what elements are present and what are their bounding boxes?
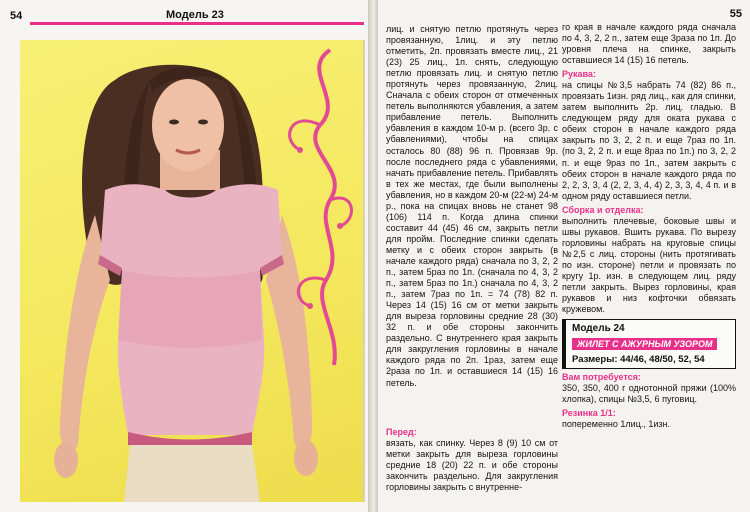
- model-title: Модель 23: [166, 9, 224, 21]
- materials-heading: Вам потребуется:: [562, 372, 641, 383]
- left-page: [0, 0, 372, 512]
- materials-section: [562, 372, 736, 430]
- page-number-right: 55: [729, 8, 742, 20]
- page-number-left: 54: [10, 10, 23, 22]
- right-page: [378, 0, 750, 512]
- sleeves-instructions: на спицы №3,5 набрать 74 (82) 86 п., провязать 1изн. ряд лиц., как для спинки, затем выполнить 2р. лиц. гладью. В следующем ряду для оката рукава с обеих сторон в начале каждого ряда закрыть по 3, 2, 2 п. и еще 7раз по 1п. (по 3, 2, 2 п. и еще 8раз по 1п.) по 3, 2, 2 п. и еще 9раз по 1п., затем закрыть с обеих сторон в начале каждого ряда по 2, 2, 3, 3, 4 (2, 2, 3, 4, 4) 2, 3, 3, 4, 4 п. и в одном ряду оставшиеся петли.: [562, 80, 736, 201]
- rib-text: попеременно 1лиц., 1изн.: [562, 419, 670, 430]
- back-instructions: лиц. и снятую петлю протянуть через провязанную, 1лиц. и эту петлю отметить, 2п. провязать вместе лиц., 21 (23) 25 лиц., 1п. снять, следующую петлю провязать лиц. и снятую петлю протянуть через провязанную, 2лиц. Сначала с обеих сторон от отмеченных петель выполняются убавления, а затем прибавление петель. Выполнить убавления в каждом 10-м р. (всего 3р. с убавлениями), чтобы на спицах осталось 80 (88) 96 п. Провязав 9р. после последнего ряда с убавлениями, начать прибавление петель. Прибавлять в тех же местах, где были выполнены убавления, но в каждом 20-м (22-м) 24-м р., пока на спицах вновь не станет 98 (106) 114 п. Когда длина спинки составит 44 (45) 46 см, закрыть петли для пройм. Последние спинки сделать метку и с обеих сторон закрыть (в начале каждого ряда) сначала по 3, 2, 2 п., затем 5раз по 1п. (сначала по 4, 3, 2 п., затем 5раз по 1п.) сначала по 4, 3, 2 п., затем 7раз по 1п. = 74 (78) 82 п. Через 14 (15) 16 см от метки закрыть для выреза горловины средние 28 (30) 32 п. и обе стороны закончить раздельно. С внутреннего края закрыть для закругления горловины в начале каждого ряда по 2п. 1раз, затем еще 2раза по 1п. и оставшиеся 14 (15) 16 петель.: [386, 24, 558, 388]
- instructions-column-2: [562, 22, 736, 430]
- model-24-sizes: Размеры: 44/46, 48/50, 52, 54: [572, 354, 705, 366]
- front-instructions: вязать, как спинку. Через 8 (9) 10 см от метки закрыть для выреза горловины средние 18 (20) 22 п. и обе стороны закончить раздельно. Для закругления горловины закрыть с внутренне-: [386, 438, 558, 493]
- instructions-column-1: [386, 24, 558, 389]
- model-24-subtitle: ЖИЛЕТ С АЖУРНЫМ УЗОРОМ: [572, 338, 717, 350]
- front-heading: Перед:: [386, 427, 417, 437]
- model-24-box: [562, 319, 736, 369]
- decorative-swirl-ornament-icon: [260, 40, 360, 370]
- model-24-title: Модель 24: [572, 323, 625, 335]
- front-section: [386, 424, 558, 493]
- materials-text: 350, 350, 400 г однотонной пряжи (100% хлопка), спицы №3,5, 6 пуговиц.: [562, 383, 736, 405]
- model-photo: [20, 40, 365, 502]
- sleeves-heading: Рукава:: [562, 69, 596, 80]
- assembly-heading: Сборка и отделка:: [562, 204, 644, 215]
- header-accent-bar: [30, 22, 364, 25]
- assembly-instructions: выполнить плечевые, боковые швы и швы рукавов. Вшить рукава. По вырезу горловины набрать на круговые спицы №2,5 с лиц. стороны (нить протягивать по изн. стороне) петли и провязать по кругу 1р. изн. в следующем лиц. ряду петли закрыть. Вырез горловины, края рукавов и низ кофточки обвязать кружевом.: [562, 215, 736, 315]
- neckline-instructions: го края в начале каждого ряда сначала по 4, 3, 2, 2 п., затем еще 3раза по 1п. До уровня плеча на спинке, закрыть оставшиеся 14 (15) 16 петель.: [562, 22, 736, 66]
- rib-heading: Резинка 1/1:: [562, 408, 616, 419]
- left-page-header: [8, 6, 364, 30]
